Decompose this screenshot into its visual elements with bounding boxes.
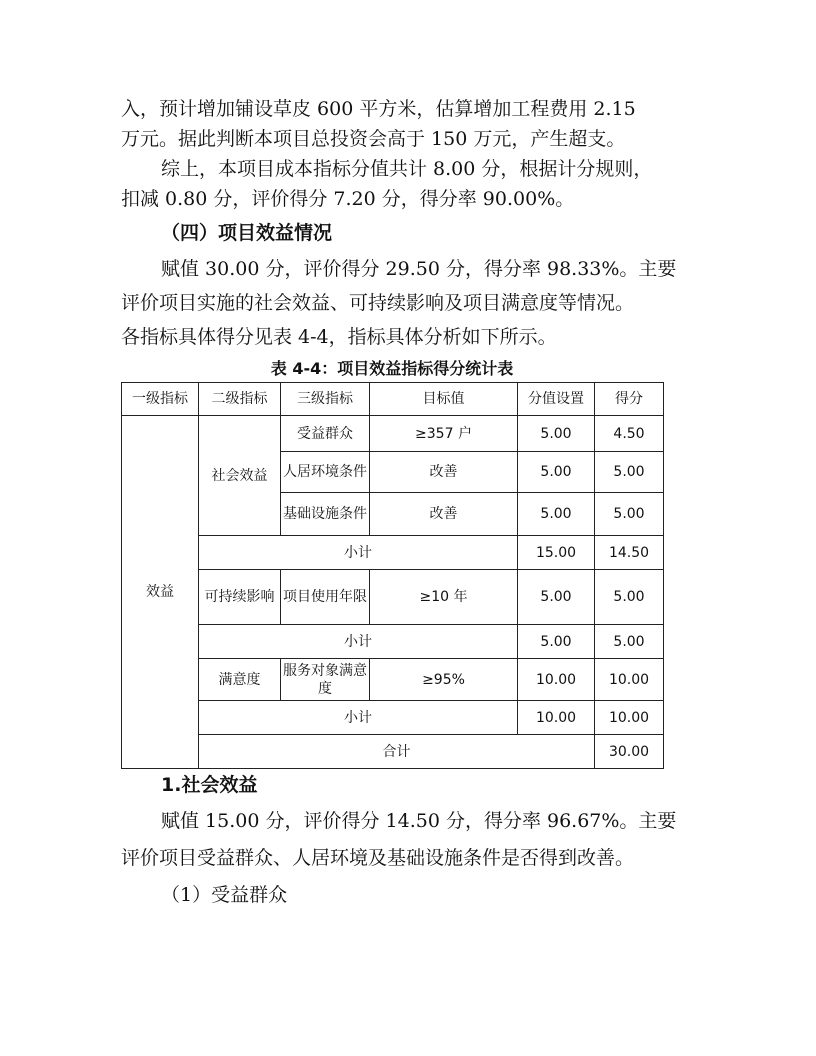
level2-cell: 满意度 [199, 659, 281, 701]
paragraph-line: 赋值 30.00 分，评价得分 29.50 分，得分率 98.33%。主要 [161, 258, 677, 280]
target-cell: ≥10 年 [370, 570, 518, 625]
header-cell: 二级指标 [199, 383, 281, 416]
subtotal-row [122, 625, 664, 659]
score-cell: 4.50 [595, 416, 664, 452]
score-cell: 10.00 [595, 701, 664, 735]
score-cell: 5.00 [595, 452, 664, 493]
header-cell: 分值设置 [518, 383, 595, 416]
level2-cell: 社会效益 [199, 416, 281, 536]
weight-cell: 15.00 [518, 536, 595, 570]
weight-cell: 10.00 [518, 701, 595, 735]
target-cell: ≥95% [370, 659, 518, 701]
score-cell: 5.00 [595, 570, 664, 625]
weight-cell: 5.00 [518, 416, 595, 452]
target-cell: 改善 [370, 452, 518, 493]
level1-cell: 效益 [122, 416, 199, 769]
paragraph-line: 综上，本项目成本指标分值共计 8.00 分，根据计分规则， [161, 158, 653, 180]
total-label: 合计 [199, 735, 595, 769]
weight-cell: 5.00 [518, 452, 595, 493]
weight-cell: 10.00 [518, 659, 595, 701]
paragraph-line: 赋值 15.00 分，评价得分 14.50 分，得分率 96.67%。主要 [161, 810, 677, 832]
weight-cell: 5.00 [518, 570, 595, 625]
paragraph-line: 入，预计增加铺设草皮 600 平方米，估算增加工程费用 2.15 [121, 98, 636, 120]
score-cell: 5.00 [595, 625, 664, 659]
table-header-row [122, 383, 664, 416]
weight-cell: 5.00 [518, 493, 595, 536]
level3-cell: 基础设施条件 [281, 493, 370, 536]
paragraph-line: 评价项目实施的社会效益、可持续影响及项目满意度等情况。 [121, 292, 635, 314]
target-cell: ≥357 户 [370, 416, 518, 452]
target-cell: 改善 [370, 493, 518, 536]
weight-cell: 5.00 [518, 625, 595, 659]
paragraph-line: 评价项目受益群众、人居环境及基础设施条件是否得到改善。 [121, 847, 635, 869]
score-cell: 5.00 [595, 493, 664, 536]
subtotal-label: 小计 [199, 536, 518, 570]
table-row [122, 659, 664, 701]
table-caption: 表 4-4：项目效益指标得分统计表 [270, 359, 514, 378]
weight-cell: 30.00 [595, 735, 664, 769]
header-cell: 目标值 [370, 383, 518, 416]
level3-cell: 项目使用年限 [281, 570, 370, 625]
subtotal-label: 小计 [199, 701, 518, 735]
score-table [121, 382, 664, 769]
subtotal-row [122, 536, 664, 570]
level2-cell: 可持续影响 [199, 570, 281, 625]
header-cell: 得分 [595, 383, 664, 416]
score-cell: 10.00 [595, 659, 664, 701]
total-row [122, 735, 664, 769]
level3-cell: 服务对象满意度 [281, 659, 370, 701]
level3-cell: 受益群众 [281, 416, 370, 452]
level3-cell: 人居环境条件 [281, 452, 370, 493]
table-row [122, 416, 664, 452]
subtotal-label: 小计 [199, 625, 518, 659]
section-heading: （四）项目效益情况 [161, 222, 333, 244]
header-cell: 一级指标 [122, 383, 199, 416]
list-item: （1）受益群众 [161, 884, 288, 906]
header-cell: 三级指标 [281, 383, 370, 416]
paragraph-line: 各指标具体得分见表 4-4，指标具体分析如下所示。 [121, 326, 557, 348]
paragraph-line: 扣减 0.80 分，评价得分 7.20 分，得分率 90.00%。 [121, 188, 575, 210]
score-cell: 14.50 [595, 536, 664, 570]
table-row [122, 570, 664, 625]
paragraph-line: 万元。据此判断本项目总投资会高于 150 万元，产生超支。 [121, 128, 626, 150]
sub-heading: 1.社会效益 [161, 774, 258, 796]
subtotal-row [122, 701, 664, 735]
